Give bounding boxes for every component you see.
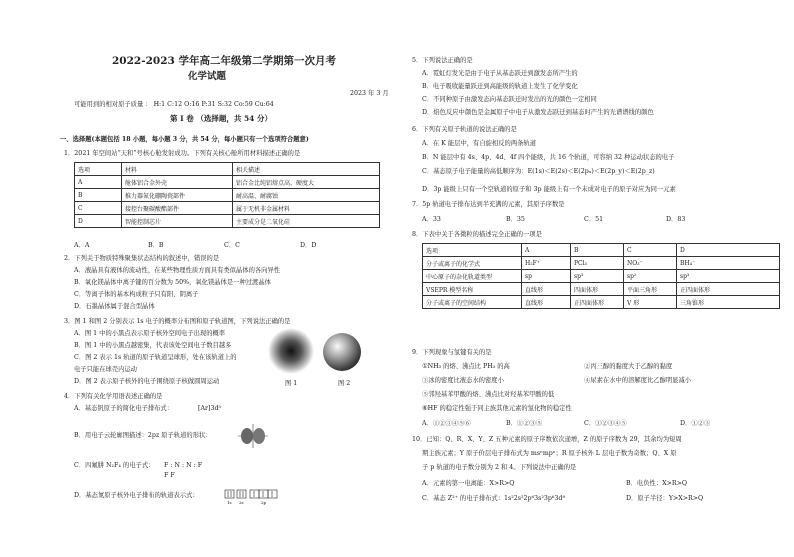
q3-option-c: C．图 2 表示 1s 轨道的原子轨道呈球形，处在该轨道上的 bbox=[74, 354, 237, 361]
table-row bbox=[75, 176, 380, 189]
table-cell: 直线形 bbox=[522, 296, 571, 309]
figure-2-caption: 图 2 bbox=[338, 380, 351, 387]
table-cell: 主要成分是二氧化硅 bbox=[233, 215, 380, 228]
q1-table bbox=[74, 162, 380, 228]
q9-item: ④尿素在水中的溶解度比乙醇明显减小 bbox=[584, 377, 692, 384]
table-header: B bbox=[571, 244, 624, 257]
table-row bbox=[75, 202, 380, 215]
q9-option-b: B．①②③⑤ bbox=[506, 420, 543, 427]
q3-option-b: B．图 1 中的小黑点越密集，代表该处空间电子数目越多 bbox=[74, 342, 232, 349]
orbital-label: 2s bbox=[239, 500, 244, 505]
table-cell: 正四面体形 bbox=[571, 296, 624, 309]
q9-item: ③冰的密度比液态水的密度小 bbox=[422, 377, 504, 384]
table-cell: 接控台聚碳酸酯部件 bbox=[122, 202, 233, 215]
q3-option-c-cont: 电子只能在球壳内运动 bbox=[74, 366, 137, 373]
q9-item: ①NH₃ 的熔、沸点比 PH₃ 的高 bbox=[422, 363, 510, 370]
table-cell: 舱体铝合金外壳 bbox=[122, 176, 233, 189]
q5-stem: 5．下列说法正确的是 bbox=[412, 57, 473, 64]
table-cell: sp³ bbox=[571, 270, 624, 283]
table-header: 选项 bbox=[75, 163, 122, 176]
table-cell: H₂F⁺ bbox=[522, 257, 571, 270]
q10-stem-2: 期主族元素；Y 原子价层电子排布式为 msⁿmpⁿ；R 原子核外 L 层电子数为奇数；Q、X 原 bbox=[422, 450, 677, 457]
table-header: 相关描述 bbox=[233, 163, 380, 176]
q9-option-c: C．①②③④⑤ bbox=[584, 420, 627, 427]
table-cell: 耐高温、耐腐蚀 bbox=[233, 189, 380, 202]
table-cell: 中心原子的杂化轨道类型 bbox=[423, 270, 522, 283]
q10-option-d: D．原子半径：Y>X>R>Q bbox=[626, 495, 704, 502]
table-cell: 智能控制芯片 bbox=[122, 215, 233, 228]
q5-option-c: C．不同种原子由激发态向基态跃迁时发出的光的颜色一定相同 bbox=[422, 96, 597, 103]
table-row bbox=[423, 270, 780, 283]
table-row bbox=[75, 189, 380, 202]
q6-option-a: A．在 K 能层中，有自旋相反的两条轨道 bbox=[422, 140, 537, 147]
q2-option-a: A．液晶具有液体的流动性，在某些物理性质方面具有类似晶体的各向异性 bbox=[74, 267, 281, 274]
table-cell: 直线形 bbox=[522, 283, 571, 296]
q3-stem: 3．图 1 和图 2 分别表示 1s 电子的概率分布图和原子轨道图，下列说法正确的是 bbox=[64, 318, 291, 325]
q8-table bbox=[422, 243, 780, 309]
table-row bbox=[423, 244, 780, 257]
q7-option-c: C．51 bbox=[584, 216, 604, 223]
table-row bbox=[423, 283, 780, 296]
q6-option-b: B．N 能层中有 4s、4p、4d、4f 四个能级，共 16 个轨道，可容纳 32 种运动状态的电子 bbox=[422, 154, 675, 161]
q8-stem: 8．下表中关于各微粒的描述完全正确的一项是 bbox=[412, 231, 542, 238]
table-cell: 平面三角形 bbox=[624, 283, 677, 296]
q4-option-b: B．用电子云轮廓图描述：2pz 原子轨道的形状： bbox=[74, 432, 212, 439]
table-cell: C bbox=[75, 202, 122, 215]
q4-option-a: A．基态钒原子的简化电子排布式： bbox=[74, 405, 174, 412]
q3-option-d: D．图 2 表示原子核外的电子围绕原子核做圆周运动 bbox=[74, 378, 220, 385]
orbital-diagram bbox=[224, 489, 288, 505]
table-header: D bbox=[677, 244, 780, 257]
table-header: 选项 bbox=[423, 244, 522, 257]
table-cell: VSEPR 模型名称 bbox=[423, 283, 522, 296]
table-cell: sp² bbox=[624, 270, 677, 283]
q7-stem: 7．5p 轨道电子排布达到半充满的元素，其原子序数是 bbox=[412, 201, 565, 208]
table-cell: 正四面体形 bbox=[677, 283, 780, 296]
atomic-masses: 可能用到的相对原子质量 ： H:1 C:12 O:16 P:31 S:32 Co:59 Cu:64 bbox=[74, 101, 274, 108]
table-cell: B bbox=[75, 189, 122, 202]
table-cell: 分子或离子的空间结构 bbox=[423, 296, 522, 309]
p-orbital-icon bbox=[238, 424, 268, 448]
q4-option-c-formula-2: F F bbox=[164, 472, 175, 479]
q4-option-a-formula: [Ar]3d⁵ bbox=[198, 405, 222, 412]
q10-stem: 10．已知：Q、R、X、Y、Z 五种元素的原子序数依次递增，Z 的原子序数为 29，其余均为短周 bbox=[412, 436, 682, 443]
q7-option-d: D．83 bbox=[666, 216, 686, 223]
q2-option-c: C．等离子体的基本构成粒子只有阳、阴离子 bbox=[74, 291, 199, 298]
q9-option-d: D．①②③ bbox=[680, 420, 711, 427]
q4-stem: 4．下列有关化学用语表述正确的是 bbox=[64, 393, 163, 400]
table-row bbox=[75, 215, 380, 228]
q1-option-c: C．C bbox=[224, 242, 240, 249]
q9-option-a: A．①②③④⑤⑥ bbox=[422, 420, 471, 427]
section-heading: 第 I 卷 （选择题，共 54 分） bbox=[170, 114, 273, 123]
q5-option-b: B．电子吸收能量跃迁到高能级的轨道上发生了化学变化 bbox=[422, 83, 578, 90]
table-cell: PCl₃ bbox=[571, 257, 624, 270]
table-cell: 分子或离子的化学式 bbox=[423, 257, 522, 270]
q2-stem: 2．下列关于物质特殊聚集状态结构的叙述中，错误的是 bbox=[64, 255, 220, 262]
q1-stem: 1．2021 年空间站“天和”号核心舱发射成功。下列有关核心舱所用材料描述正确的是 bbox=[64, 150, 301, 157]
exam-subtitle: 化学试题 bbox=[188, 71, 227, 82]
table-row bbox=[423, 296, 780, 309]
table-cell: 推力器氮化硼陶瓷部件 bbox=[122, 189, 233, 202]
q7-option-a: A．33 bbox=[422, 216, 441, 223]
table-row bbox=[423, 257, 780, 270]
table-header: C bbox=[624, 244, 677, 257]
table-cell: 铝合金比纯铝熔点高、硬度大 bbox=[233, 176, 380, 189]
q10-stem-3: 子 p 轨道的电子数分别为 2 和 4。下列说法中正确的是 bbox=[422, 464, 577, 471]
q9-stem: 9．下列现象与氢键有关的是 bbox=[412, 349, 492, 356]
q10-option-b: B．电负性：X>R>Q bbox=[626, 480, 688, 487]
figure-1-caption: 图 1 bbox=[285, 380, 298, 387]
q2-option-d: D．石墨晶体属于混合型晶体 bbox=[74, 303, 155, 310]
q1-option-d: D．D bbox=[300, 242, 317, 249]
orbital-label: 2p bbox=[261, 500, 267, 505]
q6-option-d: D．3p 能级上只有一个空轨道的原子和 3p 能级上有一个未成对电子的原子对应为同一元素 bbox=[422, 186, 676, 193]
table-header: 材料 bbox=[122, 163, 233, 176]
table-cell: D bbox=[75, 215, 122, 228]
q6-option-c: C．基态原子电子能量的高低顺序为：E(1s)＜E(2s)＜E(2pₓ)＜E(2p_y)＜E(2p_z) bbox=[422, 168, 655, 175]
table-row bbox=[75, 163, 380, 176]
q4-option-c-formula: F : N : N : F bbox=[164, 462, 203, 469]
q7-option-b: B．35 bbox=[506, 216, 525, 223]
section-instruction: 一、选择题(本题包括 18 小题，每小题 3 分，共 54 分，每小题只有一个选项符合题意) bbox=[60, 136, 309, 143]
probability-cloud-figure bbox=[268, 328, 314, 374]
q5-option-a: A．霓虹灯发光是由于电子从基态跃迁到激发态所产生的 bbox=[422, 70, 578, 77]
table-cell: NO₃⁻ bbox=[624, 257, 677, 270]
q10-option-a: A．元素的第一电离能：X>R>Q bbox=[422, 480, 515, 487]
table-cell: BH₄⁻ bbox=[677, 257, 780, 270]
q1-option-b: B．B bbox=[148, 242, 164, 249]
table-cell: sp³ bbox=[677, 270, 780, 283]
table-cell: 三角锥形 bbox=[677, 296, 780, 309]
table-cell: V 形 bbox=[624, 296, 677, 309]
q9-item: ②丙三醇的黏度大于乙醇的黏度 bbox=[584, 363, 673, 370]
table-cell: 四面体形 bbox=[571, 283, 624, 296]
orbital-label: 1s bbox=[227, 500, 232, 505]
q1-option-a: A．A bbox=[74, 242, 90, 249]
table-cell: A bbox=[75, 176, 122, 189]
table-header: A bbox=[522, 244, 571, 257]
q2-option-b: B．氧化镁晶体中离子键的百分数为 50%，氧化镁晶体是一种过渡晶体 bbox=[74, 279, 271, 286]
exam-title: 2022-2023 学年高二年级第二学期第一次月考 bbox=[112, 55, 336, 67]
q3-option-a: A．图 1 中的小黑点表示原子核外空间电子出现的概率 bbox=[74, 330, 226, 337]
q4-option-d: D．基态氮原子核外电子排布的轨道表示式： bbox=[74, 492, 199, 499]
table-cell: sp bbox=[522, 270, 571, 283]
q9-item: ⑥HF 的稳定性强于同主族其他元素的氢化物的稳定性 bbox=[422, 405, 572, 412]
q6-stem: 6．下列有关原子轨道的说法正确的是 bbox=[412, 126, 517, 133]
q9-item: ⑤邻羟基苯甲酸的熔、沸点比对羟基苯甲酸的低 bbox=[422, 391, 555, 398]
exam-date: 2023 年 3 月 bbox=[350, 90, 389, 97]
table-cell: 属于无机非金属材料 bbox=[233, 202, 380, 215]
q10-option-c: C．基态 Z²⁺ 的电子排布式：1s²2s²2p⁶3s²3p⁶3d⁸ bbox=[422, 495, 565, 502]
q5-option-d: D．焰色反应中颜色是金属原子中电子从激发态跃迁到基态时产生的光谱谱线的颜色 bbox=[422, 109, 654, 116]
q4-option-c: C．四氟肼 N₂F₄ 的电子式： bbox=[74, 462, 155, 469]
orbital-sphere-figure bbox=[322, 332, 362, 372]
